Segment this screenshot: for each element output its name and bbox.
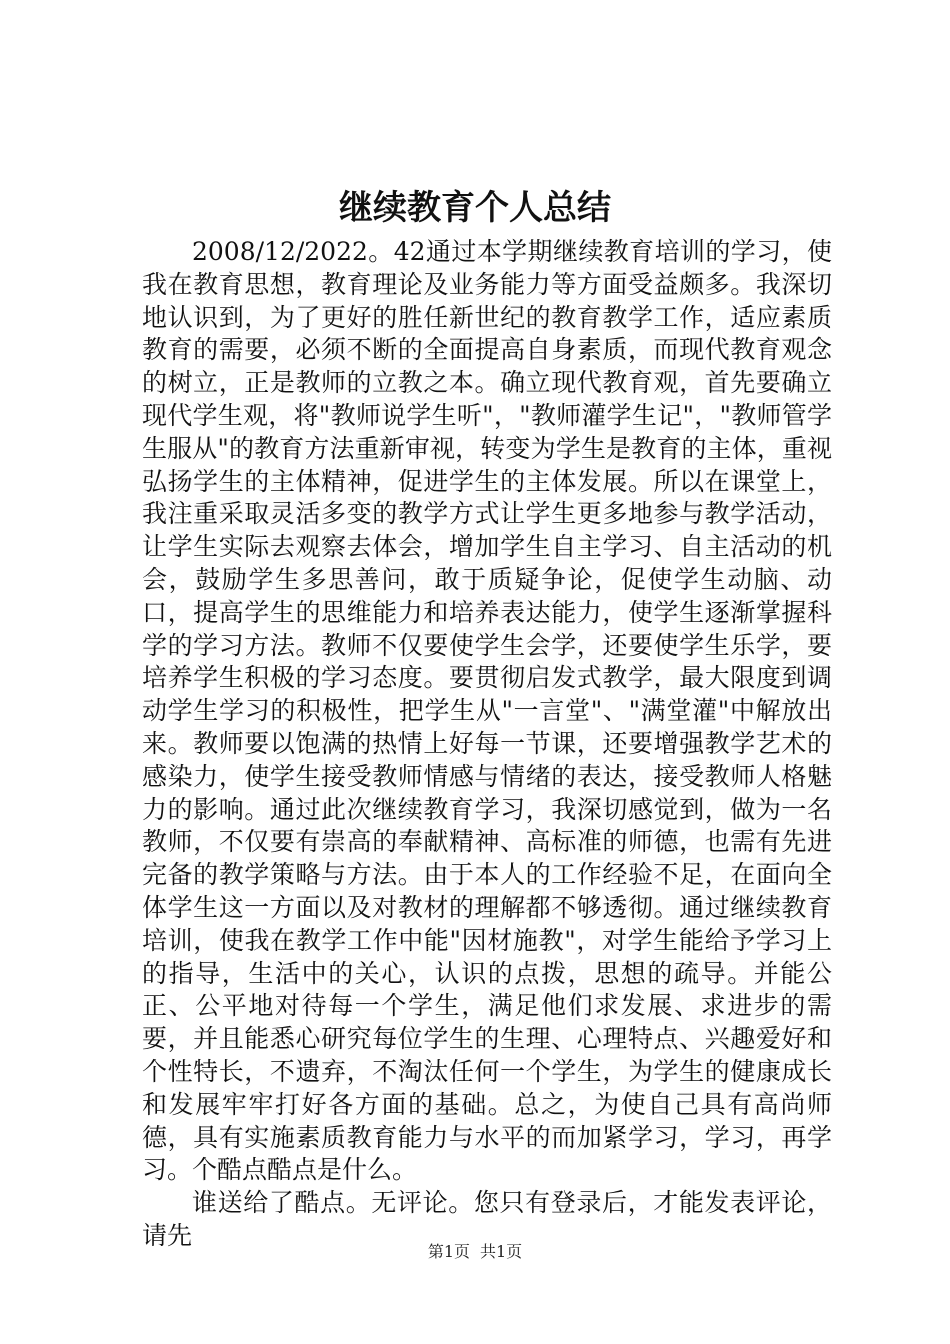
body-paragraph-2: 谁送给了酷点。无评论。您只有登录后，才能发表评论，请先 <box>142 1188 832 1250</box>
body-paragraph-1: 2008/12/2022。42通过本学期继续教育培训的学习，使我在教育思想，教育理论及业务能力等方面受益颇多。我深切地认识到，为了更好的胜任新世纪的教育教学工作，适应素质教育的需要，必须不断的全面提高自身素质，而现代教育观念的树立，正是教师的立教之本。确立现代教育观，首先要确立现代学生观，将"教师说学生听"，"教师灌学生记"，"教师管学生服从"的教育方法重新审视，转变为学生是教育的主体，重视弘扬学生的主体精神，促进学生的主体发展。所以在课堂上，我注重采取灵活多变的教学方式让学生更多地参与教学活动，让学生实际去观察去体会，增加学生自主学习、自主活动的机会，鼓励学生多思善问，敢于质疑争论，促使学生动脑、动口，提高学生的思维能力和培养表达能力，使学生逐渐掌握科学的学习方法。教师不仅要使学生会学，还要使学生乐学，要培养学生积极的学习态度。要贯彻启发式教学，最大限度到调动学生学习的积极性，把学生从"一言堂"、"满堂灌"中解放出来。教师要以饱满的热情上好每一节课，还要增强教学艺术的感染力，使学生接受教师情感与情绪的表达，接受教师人格魅力的影响。通过此次继续教育学习，我深切感觉到，做为一名教师，不仅要有崇高的奉献精神、高标准的师德，也需有先进完备的教学策略与方法。由于本人的工作经验不足，在面向全体学生这一方面以及对教材的理解都不够透彻。通过继续教育培训，使我在教学工作中能"因材施教"，对学生能给予学习上的指导，生活中的关心，认识的点拨，思想的疏导。并能公正、公平地对待每一个学生，满足他们求发展、求进步的需要，并且能悉心研究每位学生的生理、心理特点、兴趣爱好和个性特长，不遗弃，不淘汰任何一个学生，为学生的健康成长和发展牢牢打好各方面的基础。总之，为使自己具有高尚师德，具有实施素质教育能力与水平的而加紧学习，学习，再学习。个酷点酷点是什么。 <box>142 237 832 1185</box>
document-body <box>142 236 832 1253</box>
page-footer <box>0 1240 950 1264</box>
page-number-total: 共1页 <box>480 1242 523 1261</box>
page-number-current: 第1页 <box>427 1242 470 1261</box>
document-title: 继续教育个人总结 <box>339 188 611 228</box>
